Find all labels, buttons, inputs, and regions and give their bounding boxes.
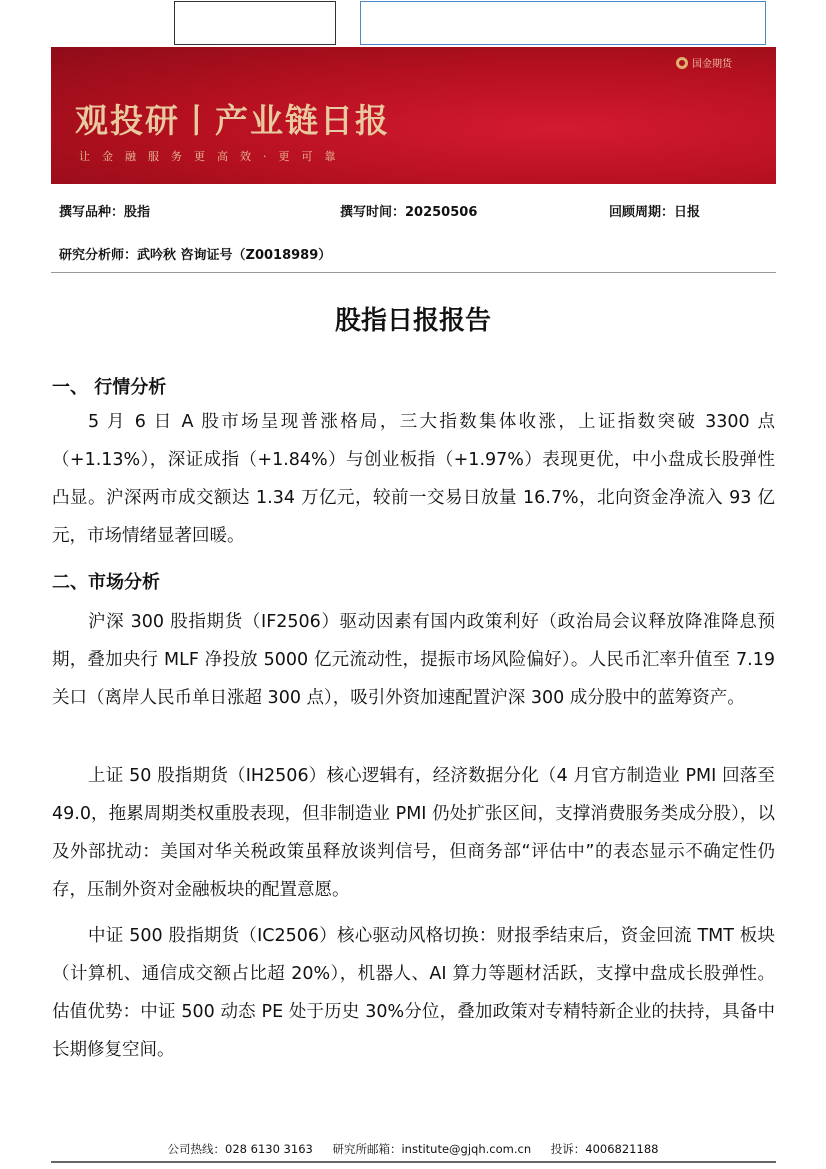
paragraph: 5 月 6 日 A 股市场呈现普涨格局，三大指数集体收涨，上证指数突破 3300 点（+1.13%），深证成指（+1.84%）与创业板指（+1.97%）表现更优，中小盘成长股弹性凸显。沪深两市成交额达 1.34 万亿元，较前一交易日放量 16.7%，北向资金净流入 93 亿元，市场情绪显著回暖。 [52, 412, 775, 546]
report-banner [51, 47, 776, 184]
banner-subtitle: 让金融服务更高效·更可靠 [79, 150, 348, 163]
paragraph: 中证 500 股指期货（IC2506）核心驱动风格切换：财报季结束后，资金回流 TMT 板块（计算机、通信成交额占比超 20%），机器人、AI 算力等题材活跃，支撑中盘成长股弹性。估值优势：中证 500 动态 PE 处于历史 30%分位，叠加政策对专精特新企业的扶持，具备中长期修复空间。 [52, 926, 775, 1060]
logo-text: 国金期货 [692, 59, 732, 70]
report-title: 股指日报报告 [334, 306, 491, 336]
section-heading: 一、 行情分析 [52, 377, 167, 398]
banner-title: 观投研丨产业链日报 [75, 101, 390, 140]
section-heading: 二、市场分析 [52, 572, 160, 593]
header-box-left [174, 1, 336, 45]
header-box-right [360, 1, 766, 45]
footer-divider [51, 1161, 776, 1163]
footer-hotline: 公司热线：028 6130 3163 [167, 1142, 313, 1156]
divider [51, 272, 776, 273]
paragraph: 沪深 300 股指期货（IF2506）驱动因素有国内政策利好（政治局会议释放降准降息预期，叠加央行 MLF 净投放 5000 亿元流动性，提振市场风险偏好）。人民币汇率升值至 7.19 关口（离岸人民币单日涨超 300 点），吸引外资加速配置沪深 300 成分股中的蓝筹资产。 [52, 612, 775, 708]
company-logo [676, 55, 732, 70]
meta-variety: 撰写品种：股指 [59, 205, 151, 220]
logo-icon [676, 57, 688, 69]
paragraph: 上证 50 股指期货（IH2506）核心逻辑有，经济数据分化（4 月官方制造业 PMI 回落至 49.0，拖累周期类权重股表现，但非制造业 PMI 仍处扩张区间，支撑消费服务类成分股），以及外部扰动：美国对华关税政策虽释放谈判信号，但商务部“评估中”的表态显示不确定性仍存，压制外资对金融板块的配置意愿。 [52, 766, 775, 900]
footer-email[interactable]: 研究所邮箱：institute@gjqh.com.cn [332, 1142, 532, 1156]
footer-complaint: 投诉：4006821188 [550, 1142, 659, 1156]
meta-period: 回顾周期：日报 [609, 205, 701, 220]
footer [0, 1141, 826, 1157]
meta-time: 撰写时间：20250506 [340, 205, 478, 220]
meta-analyst: 研究分析师：武吟秋 咨询证号（Z0018989） [59, 248, 332, 263]
